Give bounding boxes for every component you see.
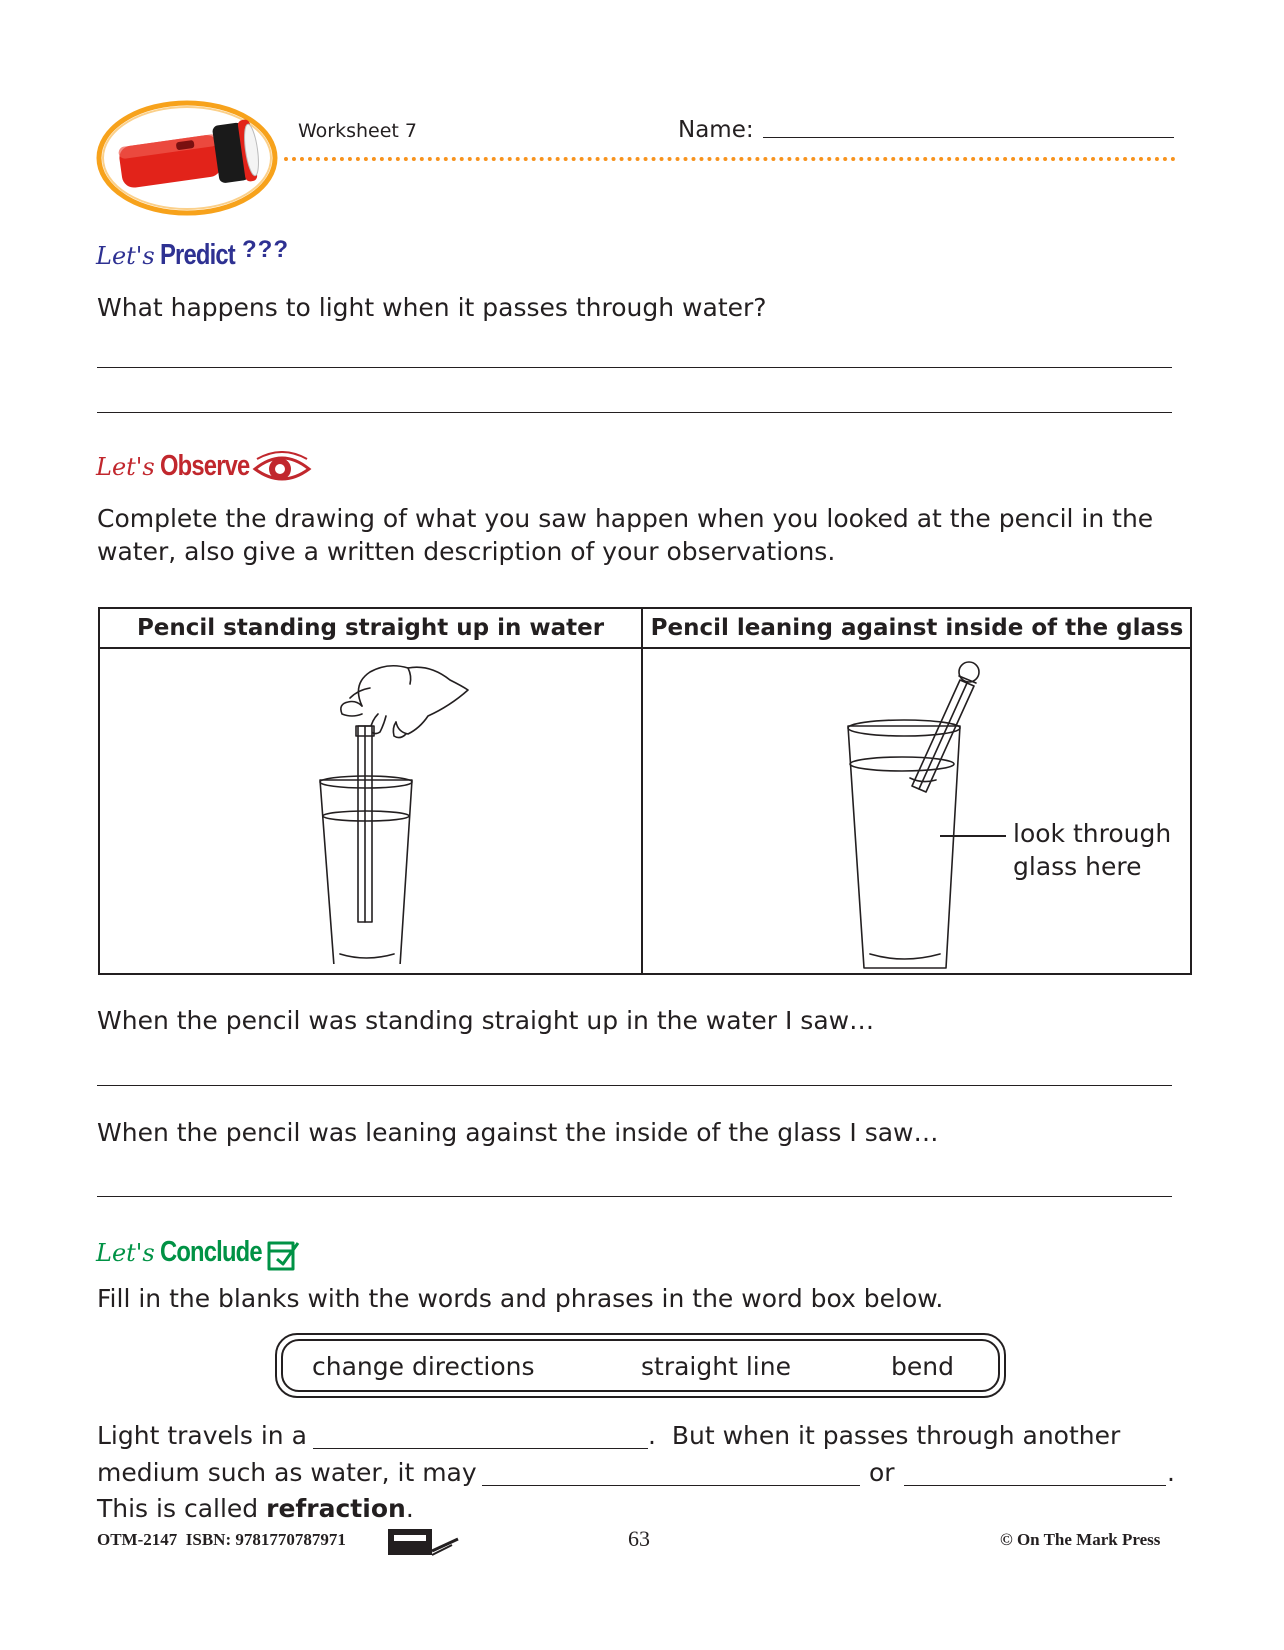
conclude-instruction: Fill in the blanks with the words and phrases in the word box below. xyxy=(97,1284,944,1313)
worksheet-label: Worksheet 7 xyxy=(298,120,418,142)
predict-question: What happens to light when it passes through water? xyxy=(97,293,767,322)
observation-prompt-1: When the pencil was standing straight up in the water I saw… xyxy=(97,1006,875,1035)
observation-answer-line-1[interactable] xyxy=(97,1085,1172,1086)
observe-lets: Let's xyxy=(96,453,155,481)
observe-heading xyxy=(96,450,269,483)
name-field[interactable] xyxy=(763,137,1174,138)
conclude-heading xyxy=(96,1236,284,1269)
word-box xyxy=(275,1333,1006,1398)
callout-pointer-line xyxy=(940,835,1006,837)
callout-label xyxy=(1013,817,1171,883)
eye-icon xyxy=(252,451,312,487)
table-header-divider xyxy=(100,647,1190,649)
conclude-lets: Let's xyxy=(96,1239,155,1267)
predict-answer-line-1[interactable] xyxy=(97,367,1172,368)
sentence-part-4: or xyxy=(869,1458,895,1487)
col2-header: Pencil leaning against inside of the glass xyxy=(650,615,1184,641)
footer-publisher: © On The Mark Press xyxy=(1000,1530,1161,1549)
name-label: Name: xyxy=(678,117,754,143)
question-marks-icon: ??? xyxy=(242,236,289,263)
callout-line-1: look through xyxy=(1013,819,1172,848)
checklist-icon xyxy=(265,1237,301,1273)
straight-pencil-drawing[interactable] xyxy=(300,654,480,964)
col1-header: Pencil standing straight up in water xyxy=(136,615,605,641)
sentence-lead: This is called xyxy=(97,1494,259,1523)
leaning-pencil-drawing[interactable] xyxy=(840,652,990,972)
observe-title: Observe xyxy=(159,450,250,482)
header-dotted-rule xyxy=(284,157,1176,161)
book-icon xyxy=(388,1521,460,1557)
sentence-part-1: Light travels in a xyxy=(97,1421,307,1450)
observation-answer-line-2[interactable] xyxy=(97,1196,1172,1197)
word-box-item-2: straight line xyxy=(641,1352,791,1381)
sentence-part-6 xyxy=(97,1492,414,1525)
page-number: 63 xyxy=(628,1526,650,1551)
predict-lets: Let's xyxy=(96,242,155,270)
observation-table xyxy=(98,607,1192,975)
blank-1[interactable] xyxy=(313,1448,648,1449)
word-box-item-1: change directions xyxy=(312,1352,535,1381)
word-box-item-3: bend xyxy=(891,1352,954,1381)
callout-line-2: glass here xyxy=(1013,852,1142,881)
blank-3[interactable] xyxy=(904,1485,1166,1486)
footer-code: OTM-2147 ISBN: 9781770787971 xyxy=(97,1530,346,1549)
blank-2[interactable] xyxy=(482,1485,860,1486)
observe-instruction: Complete the drawing of what you saw happen when you looked at the pencil in the water, also give a written description of your observations. xyxy=(97,504,1154,566)
predict-answer-line-2[interactable] xyxy=(97,412,1172,413)
flashlight-logo xyxy=(92,96,282,221)
keyword-refraction: refraction xyxy=(266,1494,406,1523)
sentence-part-2: . But when it passes through another xyxy=(648,1421,1121,1450)
observation-prompt-2: When the pencil was leaning against the inside of the glass I saw… xyxy=(97,1118,939,1147)
conclude-title: Conclude xyxy=(159,1236,262,1268)
table-column-divider xyxy=(641,609,643,973)
predict-heading xyxy=(96,239,251,272)
sentence-part-5: . xyxy=(1167,1458,1175,1487)
predict-title: Predict xyxy=(159,239,235,271)
sentence-end: . xyxy=(405,1494,414,1523)
sentence-part-3: medium such as water, it may xyxy=(97,1458,477,1487)
